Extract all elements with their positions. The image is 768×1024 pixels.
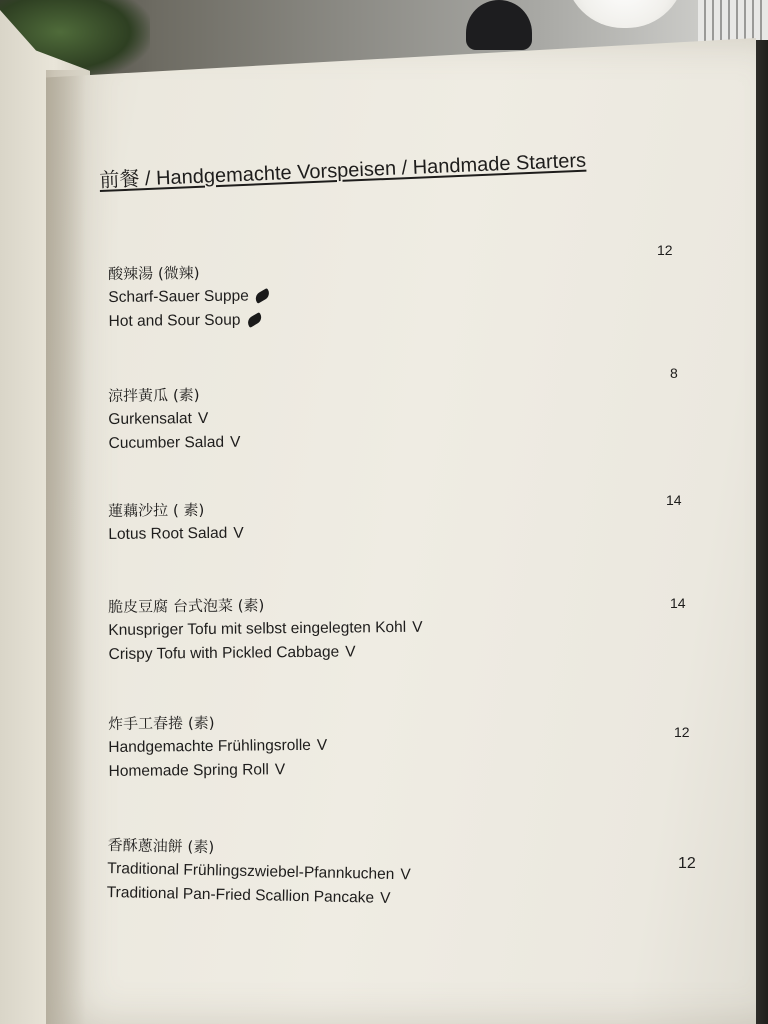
menu-item-spring-roll xyxy=(108,710,328,784)
vegetarian-marker: V xyxy=(197,409,209,428)
item-line-en: Homemade Spring Roll V xyxy=(108,761,286,780)
item-name-zh: 炸手工春捲 (素) xyxy=(108,713,215,733)
item-line-de: Knuspriger Tofu mit selbst eingelegten Kohl V xyxy=(108,618,423,639)
menu-item-lotus-root-salad xyxy=(108,498,244,547)
item-line-en: Hot and Sour Soup xyxy=(109,308,272,334)
vegetarian-marker: V xyxy=(229,433,241,451)
chili-icon xyxy=(245,312,263,328)
item-line-en: Cucumber Salad V xyxy=(108,433,241,452)
item-name-zh: 脆皮豆腐 台式泡菜 (素) xyxy=(108,596,265,616)
menu-item-crispy-tofu xyxy=(108,592,423,667)
vegetarian-marker: V xyxy=(400,866,411,884)
item-name-zh: 涼拌黃瓜 (素) xyxy=(108,386,200,405)
item-line-en: Lotus Root Salad V xyxy=(108,524,244,543)
item-line-de: Traditional Frühlingszwiebel-Pfannkuchen V xyxy=(107,859,411,884)
price: 14 xyxy=(666,492,682,508)
price: 14 xyxy=(670,595,686,611)
price: 8 xyxy=(670,365,678,381)
item-line-de: Scharf-Sauer Suppe xyxy=(108,284,271,310)
vegetarian-marker: V xyxy=(316,736,328,754)
price: 12 xyxy=(678,855,696,872)
item-name-zh: 香酥蔥油餅 (素) xyxy=(107,835,215,857)
vegetarian-marker: V xyxy=(412,618,423,636)
chili-icon xyxy=(254,288,272,304)
vegetarian-marker: V xyxy=(274,761,286,779)
menu-item-cucumber-salad xyxy=(108,383,241,456)
menu-item-hot-sour-soup xyxy=(108,260,271,334)
menu-item-scallion-pancake xyxy=(106,833,411,911)
vegetarian-marker: V xyxy=(233,524,244,542)
item-name-zh: 蓮藕沙拉 ( 素) xyxy=(108,500,205,520)
vegetarian-marker: V xyxy=(345,643,356,661)
vegetarian-marker: V xyxy=(379,889,391,907)
item-line-en: Traditional Pan-Fried Scallion Pancake V xyxy=(106,883,391,907)
price: 12 xyxy=(657,242,673,258)
price: 12 xyxy=(674,724,690,740)
item-line-de: Handgemachte Frühlingsrolle V xyxy=(108,736,328,756)
item-line-en: Crispy Tofu with Pickled Cabbage V xyxy=(108,643,356,663)
item-line-de: Gurkensalat V xyxy=(108,409,209,428)
menu-title: 前餐 / Handgemachte Vorspeisen / Handmade Starters xyxy=(99,149,587,193)
item-name-zh: 酸辣湯 (微辣) xyxy=(108,264,200,283)
